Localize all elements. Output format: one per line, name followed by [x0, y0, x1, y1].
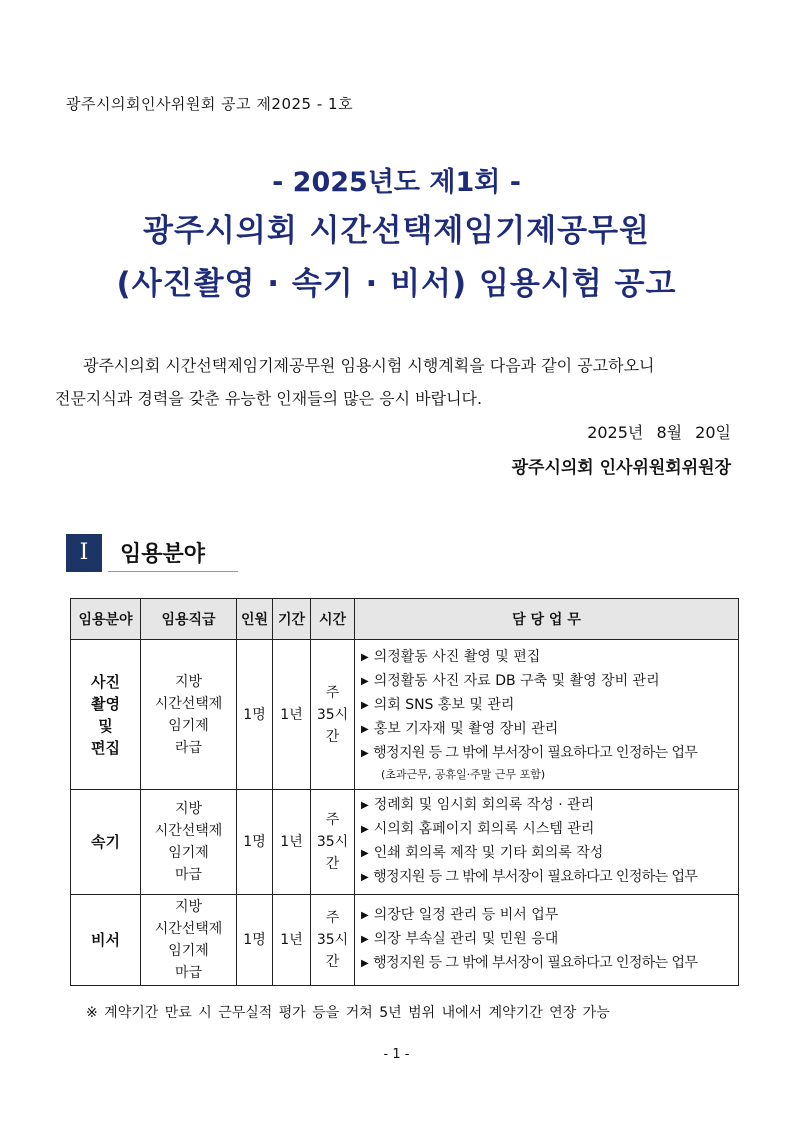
triangle-bullet-icon: ▶	[361, 872, 369, 883]
title-line-1: - 2025년도 제1회 -	[272, 167, 521, 198]
duty-item: ▶ 인쇄 회의록 제작 및 기타 회의록 작성	[361, 845, 604, 861]
duty-item: ▶ 홍보 기자재 및 촬영 장비 관리	[361, 720, 559, 737]
duty-item: ▶ 의정활동 사진 촬영 및 편집	[361, 648, 541, 665]
table-header-row	[71, 599, 739, 640]
count-cell: 1명	[237, 640, 273, 790]
duties-cell	[355, 640, 739, 790]
duty-item: ▶ 정례회 및 임시회 회의록 작성 · 관리	[361, 797, 595, 813]
signer: 광주시의회 인사위원회위원장	[511, 458, 731, 478]
footnote: ※ 계약기간 만료 시 근무실적 평가 등을 거쳐 5년 범위 내에서 계약기간 연장 가능	[86, 1005, 610, 1021]
grade-cell: 지방 시간선택제 임기제 라급	[141, 640, 237, 790]
hours-cell: 주 35시간	[311, 640, 355, 790]
page-number: - 1 -	[383, 1047, 410, 1062]
period-cell: 1년	[273, 895, 311, 986]
duty-item: ▶ 의장 부속실 관리 및 민원 응대	[361, 931, 559, 947]
section-underline	[108, 571, 238, 572]
hours-cell: 주 35시간	[311, 895, 355, 986]
duties-cell	[355, 895, 739, 986]
duty-item: ▶ 의정활동 사진 자료 DB 구축 및 촬영 장비 관리	[361, 672, 660, 689]
header-period: 기간	[273, 599, 311, 640]
header-duties: 담 당 업 무	[355, 599, 739, 640]
triangle-bullet-icon: ▶	[361, 934, 369, 945]
period-cell: 1년	[273, 640, 311, 790]
duty-item: ▶ 행정지원 등 그 밖에 부서장이 필요하다고 인정하는 업무	[361, 744, 698, 761]
count-cell: 1명	[237, 790, 273, 895]
count-cell: 1명	[237, 895, 273, 986]
triangle-bullet-icon: ▶	[361, 747, 369, 759]
table-row	[71, 640, 739, 790]
duty-item: ▶ 시의회 홈페이지 회의록 시스템 관리	[361, 821, 595, 837]
duty-note: (초과근무, 공휴일·주말 근무 포함)	[381, 767, 546, 781]
header-hours: 시간	[311, 599, 355, 640]
grade-cell: 지방 시간선택제 임기제 마급	[141, 895, 237, 986]
notice-number: 광주시의회인사위원회 공고 제2025 - 1호	[66, 95, 354, 113]
duty-item: ▶ 행정지원 등 그 밖에 부서장이 필요하다고 인정하는 업무	[361, 869, 698, 885]
triangle-bullet-icon: ▶	[361, 910, 369, 921]
triangle-bullet-icon: ▶	[361, 958, 369, 969]
field-cell: 속기	[71, 790, 141, 895]
period-cell: 1년	[273, 790, 311, 895]
title-line-2: 광주시의회 시간선택제임기제공무원	[143, 213, 650, 249]
intro-line-1: 광주시의회 시간선택제임기제공무원 임용시험 시행계획을 다음과 같이 공고하오니	[83, 356, 655, 375]
title-line-3: (사진촬영 · 속기 · 비서) 임용시험 공고	[116, 266, 677, 302]
hours-cell: 주 35시간	[311, 790, 355, 895]
duty-item: ▶ 의회 SNS 홍보 및 관리	[361, 696, 515, 713]
triangle-bullet-icon: ▶	[361, 651, 369, 663]
grade-cell: 지방 시간선택제 임기제 마급	[141, 790, 237, 895]
field-cell: 사진 촬영 및 편집	[71, 640, 141, 790]
duty-item: ▶ 행정지원 등 그 밖에 부서장이 필요하다고 인정하는 업무	[361, 955, 698, 971]
triangle-bullet-icon: ▶	[361, 675, 369, 687]
recruitment-table	[70, 598, 739, 986]
triangle-bullet-icon: ▶	[361, 800, 369, 811]
table-row	[71, 895, 739, 986]
duty-item: ▶ 의장단 일정 관리 등 비서 업무	[361, 907, 559, 923]
triangle-bullet-icon: ▶	[361, 824, 369, 835]
duties-cell	[355, 790, 739, 895]
section-number-badge: Ⅰ	[66, 534, 102, 572]
triangle-bullet-icon: ▶	[361, 699, 369, 711]
header-grade: 임용직급	[141, 599, 237, 640]
intro-line-2: 전문지식과 경력을 갖춘 유능한 인재들의 많은 응시 바랍니다.	[55, 389, 483, 408]
section-title: 임용분야	[120, 542, 206, 567]
table-row	[71, 790, 739, 895]
triangle-bullet-icon: ▶	[361, 723, 369, 735]
intro-paragraph	[55, 349, 735, 415]
field-cell: 비서	[71, 895, 141, 986]
header-field: 임용분야	[71, 599, 141, 640]
triangle-bullet-icon: ▶	[361, 848, 369, 859]
header-count: 인원	[237, 599, 273, 640]
announcement-date: 2025년 8월 20일	[587, 423, 731, 442]
